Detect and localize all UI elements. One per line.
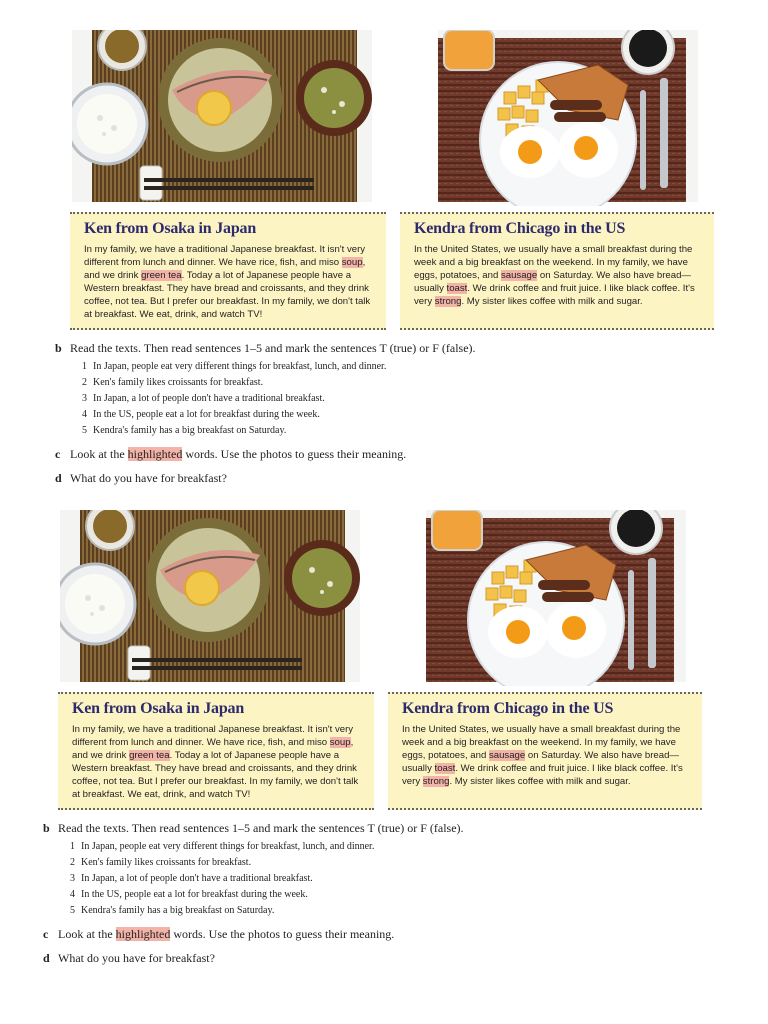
exercise-questions [55,341,730,486]
kendra-paragraph: In the United States, we usually have a small breakfast during the week and a big breakfast on the weekend. In my family, we have eggs, potatoes, and sausage on Saturday. We also have bread—usually toast. We drink coffee and fruit juice. I like black coffee. It's very strong. My sister likes coffee with milk and sugar. [414,244,695,307]
question-b: b Read the texts. Then read sentences 1–5 and mark the sentences T (true) or F (false). [55,341,476,355]
american-breakfast-photo [426,510,686,686]
highlight-green-tea: green tea [129,750,170,761]
japanese-breakfast-photo [60,510,360,686]
list-item: 4 In the US, people eat a lot for breakfast during the week. [70,889,308,900]
question-b: b Read the texts. Then read sentences 1–5 and mark the sentences T (true) or F (false). [43,821,464,835]
ken-text-box [70,212,386,330]
highlight-toast: toast [434,763,456,774]
list-item: 1 In Japan, people eat very different things for breakfast, lunch, and dinner. [70,841,375,852]
highlight-green-tea: green tea [141,270,182,281]
ken-paragraph: In my family, we have a traditional Japanese breakfast. It isn't very different from lunch and dinner. We have rice, fish, and miso soup, and we drink green tea. Today a lot of Japanese people have a Western breakfast. They have bread and croissants, and they drink coffee, not tea. But I prefer our breakfast. In my family, we don't talk at breakfast. We eat, drink, and watch TV! [84,244,371,320]
ken-title: Ken from Osaka in Japan [84,220,257,237]
list-item: 5 Kendra's family has a big breakfast on Saturday. [70,905,275,916]
highlight-strong: strong [434,296,462,307]
highlight-sausage: sausage [500,270,538,281]
ken-paragraph: In my family, we have a traditional Japanese breakfast. It isn't very different from lunch and dinner. We have rice, fish, and miso soup, and we drink green tea. Today a lot of Japanese people have a Western breakfast. They have bread and croissants, and they drink coffee, not tea. But I prefer our breakfast. In my family, we don't talk at breakfast. We eat, drink, and watch TV! [72,724,359,800]
true-false-list [70,839,718,919]
list-item: 3 In Japan, a lot of people don't have a traditional breakfast. [82,393,325,404]
question-d: d What do you have for breakfast? [55,471,227,485]
list-item: 3 In Japan, a lot of people don't have a traditional breakfast. [70,873,313,884]
kendra-text-box [388,692,702,810]
highlight-soup: soup [341,257,363,268]
ken-title: Ken from Osaka in Japan [72,700,245,717]
american-breakfast-photo [438,30,698,206]
list-item: 5 Kendra's family has a big breakfast on Saturday. [82,425,287,436]
ken-text-box [58,692,374,810]
list-item: 4 In the US, people eat a lot for breakfast during the week. [82,409,320,420]
japanese-breakfast-photo [72,30,372,206]
exercise-questions [43,821,718,966]
highlight-sausage: sausage [488,750,526,761]
exercise-section-1 [0,0,768,485]
highlight-strong: strong [422,776,450,787]
kendra-title: Kendra from Chicago in the US [414,220,626,237]
question-c: c Look at the highlighted words. Use the photos to guess their meaning. [55,447,407,461]
question-d: d What do you have for breakfast? [43,951,215,965]
true-false-list [82,359,730,439]
list-item: 2 Ken's family likes croissants for breakfast. [82,377,264,388]
question-c: c Look at the highlighted words. Use the photos to guess their meaning. [43,927,395,941]
highlight-soup: soup [329,737,351,748]
list-item: 1 In Japan, people eat very different things for breakfast, lunch, and dinner. [82,361,387,372]
kendra-title: Kendra from Chicago in the US [402,700,614,717]
list-item: 2 Ken's family likes croissants for breakfast. [70,857,252,868]
highlight-toast: toast [446,283,468,294]
kendra-text-box [400,212,714,330]
kendra-paragraph: In the United States, we usually have a small breakfast during the week and a big breakfast on the weekend. In my family, we have eggs, potatoes, and sausage on Saturday. We also have bread—usually toast. We drink coffee and fruit juice. I like black coffee. It's very strong. My sister likes coffee with milk and sugar. [402,724,683,787]
exercise-section-2 [0,480,768,965]
